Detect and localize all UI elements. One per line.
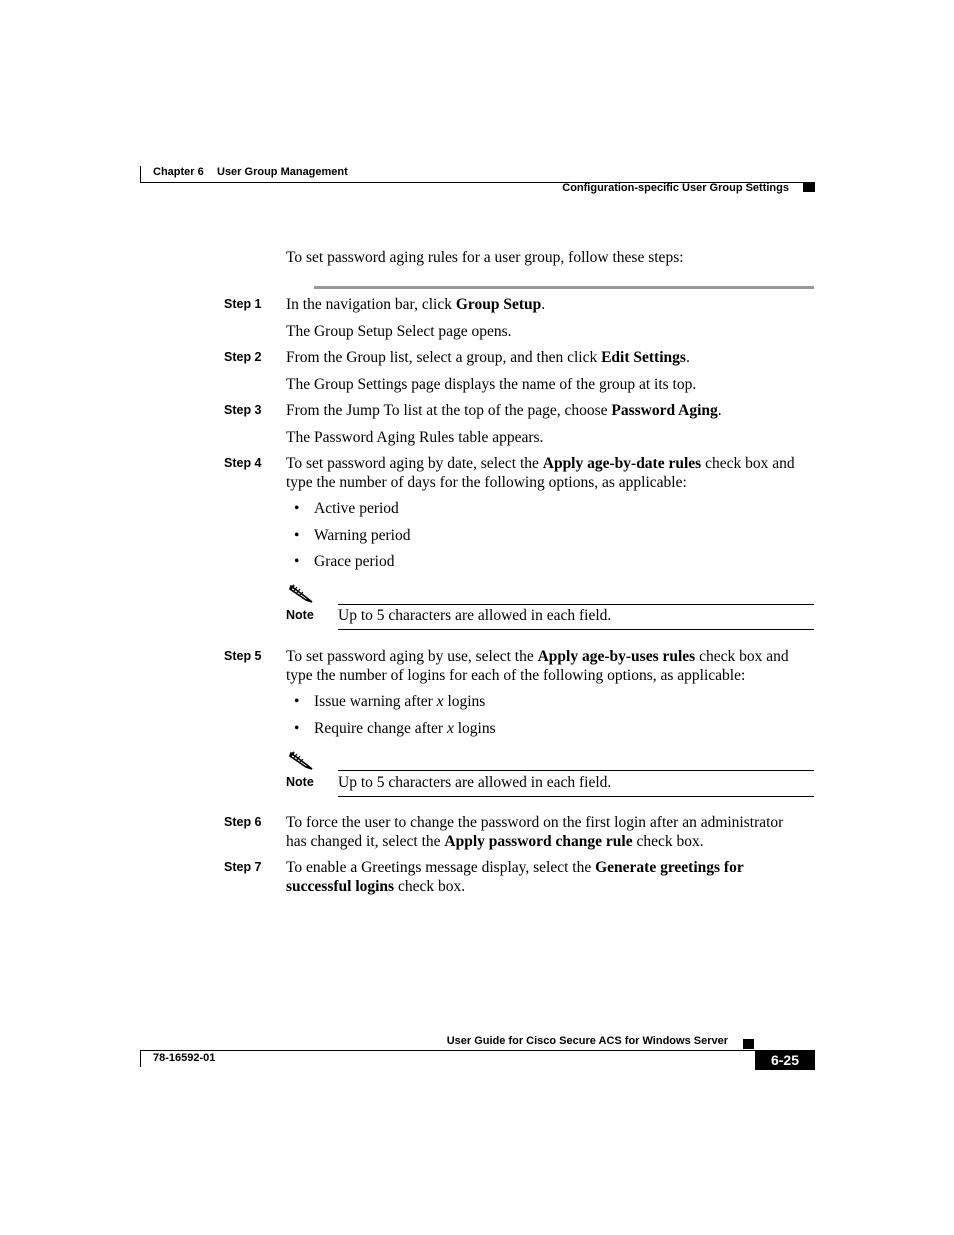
pencil-icon <box>288 749 314 771</box>
step-1-result: The Group Setup Select page opens. <box>286 323 512 340</box>
step-7-text: To enable a Greetings message display, select the Generate greetings for successful logins check box. <box>286 859 744 895</box>
header-chapter: Chapter 6 <box>153 166 204 178</box>
step-2-label: Step 2 <box>224 350 262 364</box>
note-1-top-rule <box>338 604 814 605</box>
note-2-label: Note <box>286 775 314 789</box>
step-1-label: Step 1 <box>224 297 262 311</box>
step-3-keyword: Password Aging <box>611 402 718 419</box>
intro-paragraph: To set password aging rules for a user group, follow these steps: <box>286 249 684 266</box>
header-section-title: Configuration-specific User Group Settings <box>562 182 789 194</box>
step-4-label: Step 4 <box>224 456 262 470</box>
bullet-marker: • <box>294 720 300 737</box>
step-3-label: Step 3 <box>224 403 262 417</box>
bullet-marker: • <box>294 527 300 544</box>
step-6-label: Step 6 <box>224 815 262 829</box>
step-4-bullet-2: Warning period <box>314 527 411 544</box>
step-3-text: From the Jump To list at the top of the page, choose Password Aging. <box>286 402 722 419</box>
note-1-text: Up to 5 characters are allowed in each field. <box>338 607 612 624</box>
header-chapter-title: User Group Management <box>217 166 348 178</box>
step-2-result: The Group Settings page displays the name of the group at its top. <box>286 376 697 393</box>
step-4-bullet-3: Grace period <box>314 553 395 570</box>
step-7-label: Step 7 <box>224 860 262 874</box>
page-number: 6-25 <box>755 1050 815 1070</box>
step-3-result: The Password Aging Rules table appears. <box>286 429 544 446</box>
step-1-keyword: Group Setup <box>455 296 542 313</box>
footer-rule <box>140 1050 755 1051</box>
note-1-bottom-rule <box>338 629 814 630</box>
bullet-marker: • <box>294 693 300 710</box>
step-6-keyword: Apply password change rule <box>444 833 633 850</box>
step-4-bullet-1: Active period <box>314 500 399 517</box>
pencil-icon <box>288 582 314 604</box>
step-1-text: In the navigation bar, click Group Setup. <box>286 296 546 313</box>
footer-left-bar <box>140 1050 141 1067</box>
bullet-marker: • <box>294 553 300 570</box>
step-4-text: To set password aging by date, select the Apply age-by-date rules check box and type the number of days for the following options, as applicable: <box>286 455 795 491</box>
footer-guide-title: User Guide for Cisco Secure ACS for Windows Server <box>446 1035 728 1047</box>
step-2-keyword: Edit Settings <box>601 349 686 366</box>
procedure-rule <box>314 286 814 289</box>
step-4-keyword: Apply age-by-date rules <box>542 455 702 472</box>
step-5-text: To set password aging by use, select the Apply age-by-uses rules check box and type the number of logins for each of the following options, as applicable: <box>286 648 789 684</box>
footer-marker-square <box>743 1039 754 1049</box>
note-2-bottom-rule <box>338 796 814 797</box>
step-7-keyword-cont: successful logins <box>286 878 395 895</box>
note-2-top-rule <box>338 770 814 771</box>
note-2-text: Up to 5 characters are allowed in each field. <box>338 774 612 791</box>
step-6-text: To force the user to change the password on the first login after an administrator has changed it, select the Apply password change rule check box. <box>286 814 784 850</box>
header-marker-square <box>803 182 815 192</box>
step-2-text: From the Group list, select a group, and then click Edit Settings. <box>286 349 690 366</box>
footer-doc-number: 78-16592-01 <box>153 1052 216 1064</box>
bullet-marker: • <box>294 500 300 517</box>
step-5-label: Step 5 <box>224 649 262 663</box>
note-1-label: Note <box>286 608 314 622</box>
header-left-bar <box>140 166 141 183</box>
step-5-bullet-1: Issue warning after x logins <box>314 693 486 710</box>
step-5-bullet-2: Require change after x logins <box>314 720 496 737</box>
step-7-keyword: Generate greetings for <box>595 859 744 876</box>
step-5-keyword: Apply age-by-uses rules <box>537 648 696 665</box>
